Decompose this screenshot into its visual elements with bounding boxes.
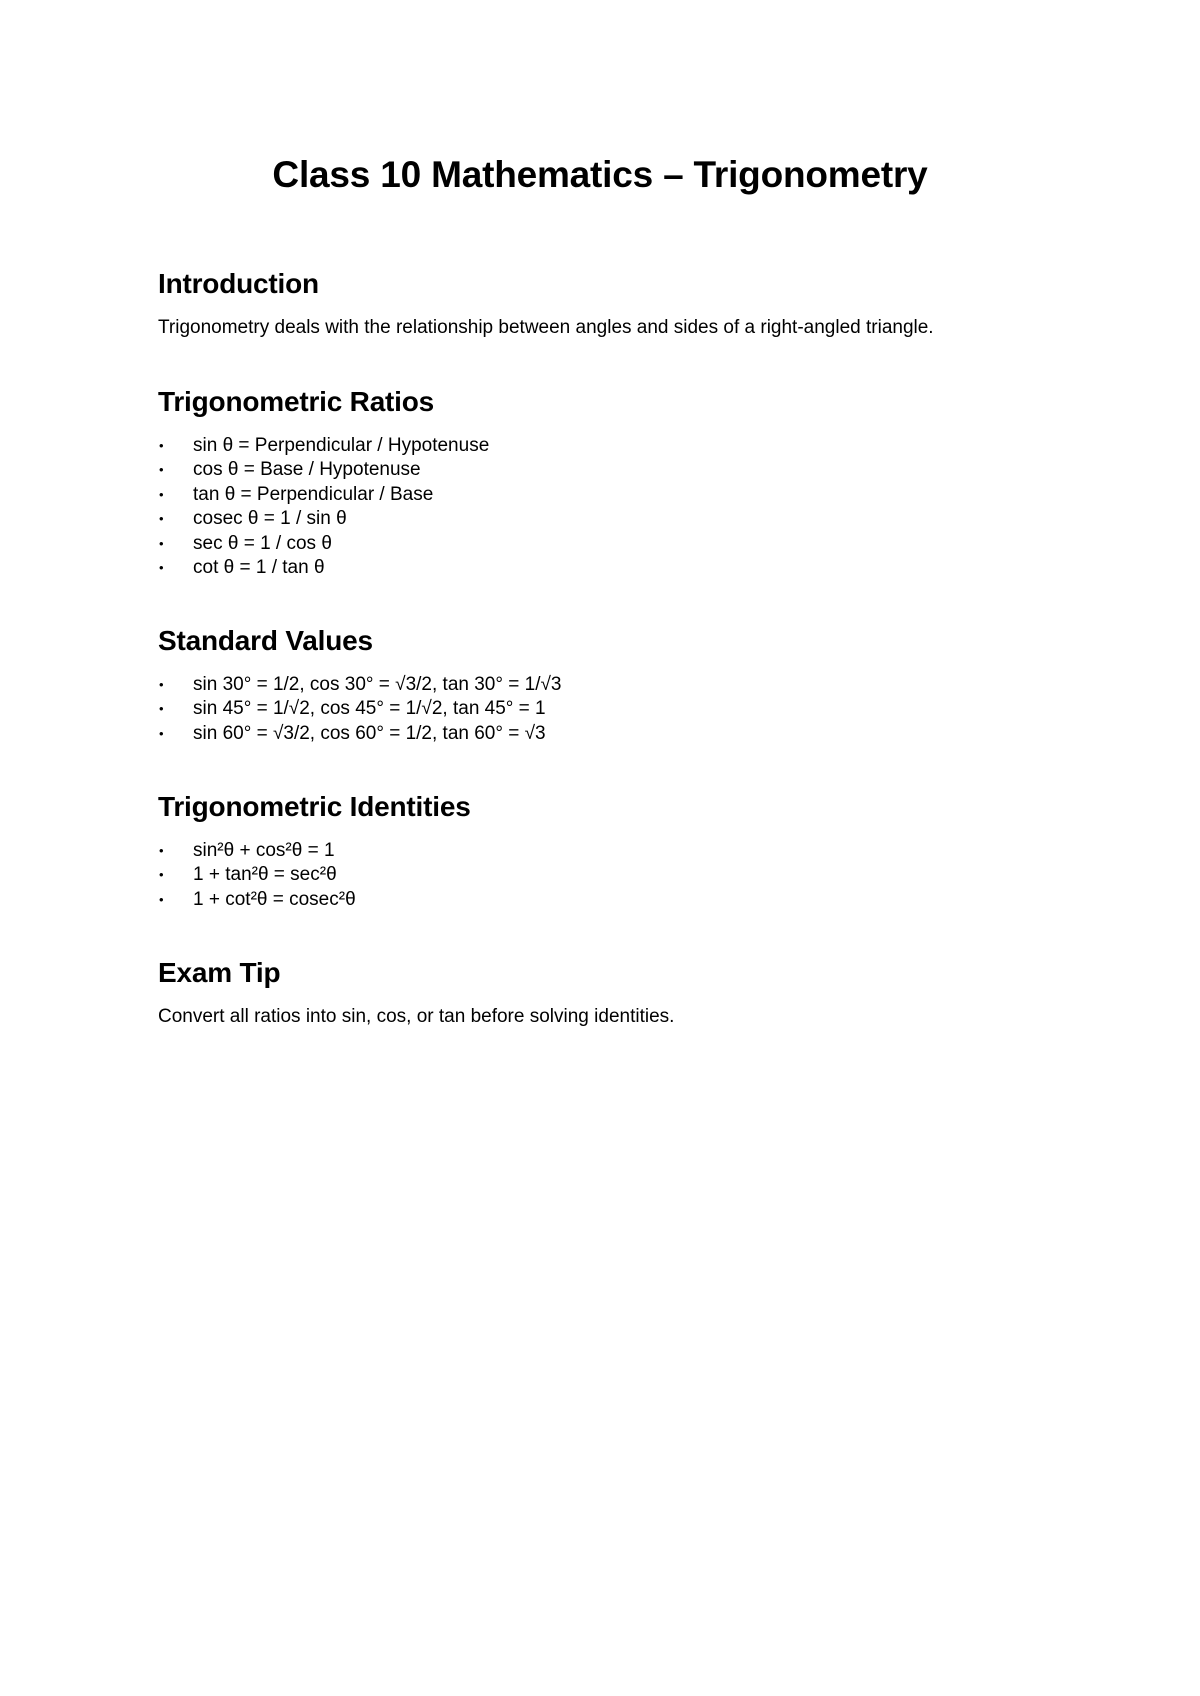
list-item xyxy=(158,556,1058,580)
exam-tip-text: Convert all ratios into sin, cos, or tan before solving identities. xyxy=(158,1006,675,1027)
bullet-icon: • xyxy=(159,559,164,575)
bullet-icon: • xyxy=(159,535,164,551)
section-standard-values xyxy=(158,627,1058,746)
list-item xyxy=(158,863,1058,887)
list-item xyxy=(158,722,1058,746)
list-item xyxy=(158,839,1058,863)
list-item-text: cos θ = Base / Hypotenuse xyxy=(193,459,421,481)
list-item xyxy=(158,458,1058,482)
list-item xyxy=(158,697,1058,721)
bullet-icon: • xyxy=(159,677,164,692)
section-trigonometric-ratios xyxy=(158,388,1058,580)
bullet-icon: • xyxy=(159,891,164,907)
bullet-icon: • xyxy=(159,701,164,717)
section-heading-ratios: Trigonometric Ratios xyxy=(158,386,435,417)
list-item-text: sin θ = Perpendicular / Hypotenuse xyxy=(193,435,490,456)
list-item-text: sin 45° = 1/√2, cos 45° = 1/√2, tan 45° = 1 xyxy=(193,698,546,720)
identities-list xyxy=(158,839,1058,912)
list-item-text: tan θ = Perpendicular / Base xyxy=(193,483,434,505)
page-title: Class 10 Mathematics – Trigonometry xyxy=(272,154,928,195)
list-item-text: sin 60° = √3/2, cos 60° = 1/2, tan 60° = √3 xyxy=(193,722,546,744)
list-item-text: sin²θ + cos²θ = 1 xyxy=(193,840,335,861)
list-item-text: cot θ = 1 / tan θ xyxy=(193,556,325,578)
standard-values-list xyxy=(158,673,1058,746)
bullet-icon: • xyxy=(159,843,164,858)
section-trigonometric-identities xyxy=(158,793,1058,912)
bullet-icon: • xyxy=(159,867,164,883)
section-heading-exam-tip: Exam Tip xyxy=(158,957,281,988)
list-item xyxy=(158,507,1058,531)
introduction-text: Trigonometry deals with the relationship between angles and sides of a right-angled triangle. xyxy=(158,317,934,338)
list-item xyxy=(158,434,1058,458)
list-item xyxy=(158,483,1058,507)
list-item xyxy=(158,888,1058,912)
section-introduction xyxy=(158,270,1058,337)
ratios-list xyxy=(158,434,1058,580)
bullet-icon: • xyxy=(159,438,164,453)
list-item xyxy=(158,532,1058,556)
bullet-icon: • xyxy=(159,511,164,527)
section-heading-identities: Trigonometric Identities xyxy=(158,791,471,822)
bullet-icon: • xyxy=(159,486,164,502)
section-heading-standard-values: Standard Values xyxy=(158,625,373,656)
bullet-icon: • xyxy=(159,725,164,741)
section-exam-tip xyxy=(158,959,1058,1026)
list-item-text: sec θ = 1 / cos θ xyxy=(193,532,332,554)
list-item-text: cosec θ = 1 / sin θ xyxy=(193,508,347,530)
list-item-text: 1 + cot²θ = cosec²θ xyxy=(193,888,356,910)
bullet-icon: • xyxy=(159,462,164,478)
list-item xyxy=(158,673,1058,697)
list-item-text: 1 + tan²θ = sec²θ xyxy=(193,864,337,886)
section-heading-introduction: Introduction xyxy=(158,268,319,299)
list-item-text: sin 30° = 1/2, cos 30° = √3/2, tan 30° = 1/√3 xyxy=(193,674,562,695)
